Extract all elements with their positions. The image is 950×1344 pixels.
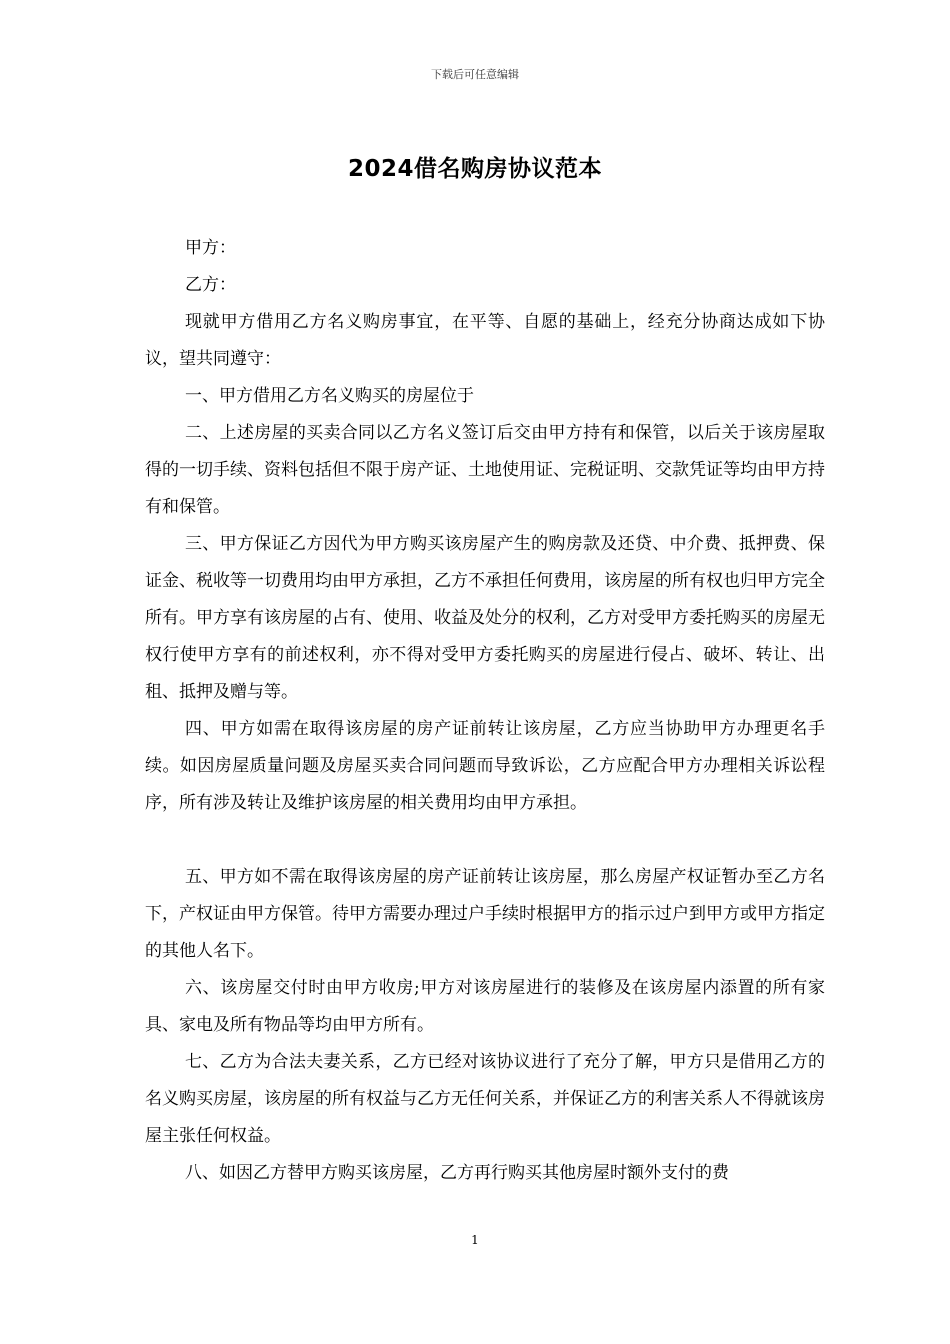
- document-body: [145, 230, 825, 1192]
- clause-3-paragraph: 三、甲方保证乙方因代为甲方购买该房屋产生的购房款及还贷、中介费、抵押费、保证金、税收等一切费用均由甲方承担，乙方不承担任何费用，该房屋的所有权也归甲方完全所有。甲方享有该房屋的占有、使用、收益及处分的权利，乙方对受甲方委托购买的房屋无权行使甲方享有的前述权利，亦不得对受甲方委托购买的房屋进行侵占、破坏、转让、出租、抵押及赠与等。: [145, 534, 825, 702]
- clause-7-paragraph: 七、乙方为合法夫妻关系，乙方已经对该协议进行了充分了解，甲方只是借用乙方的名义购买房屋，该房屋的所有权益与乙方无任何关系，并保证乙方的利害关系人不得就该房屋主张任何权益。: [145, 1052, 825, 1146]
- preamble-paragraph: 现就甲方借用乙方名义购房事宜，在平等、自愿的基础上，经充分协商达成如下协议，望共同遵守：: [145, 312, 825, 369]
- page-number: 1: [471, 1233, 479, 1247]
- clause-5-paragraph: 五、甲方如不需在取得该房屋的房产证前转让该房屋，那么房屋产权证暂办至乙方名下，产权证由甲方保管。待甲方需要办理过户手续时根据甲方的指示过户到甲方或甲方指定的其他人名下。: [145, 867, 825, 961]
- party-b-line: 乙方：: [185, 275, 236, 295]
- clause-2-paragraph: 二、上述房屋的买卖合同以乙方名义签订后交由甲方持有和保管，以后关于该房屋取得的一切手续、资料包括但不限于房产证、土地使用证、完税证明、交款凭证等均由甲方持有和保管。: [145, 423, 825, 517]
- clause-8-paragraph: 八、如因乙方替甲方购买该房屋，乙方再行购买其他房屋时额外支付的费: [185, 1163, 729, 1183]
- clause-4-paragraph: 四、甲方如需在取得该房屋的房产证前转让该房屋，乙方应当协助甲方办理更名手续。如因房屋质量问题及房屋买卖合同问题而导致诉讼，乙方应配合甲方办理相关诉讼程序，所有涉及转让及维护该房屋的相关费用均由甲方承担。: [145, 719, 825, 813]
- document-title: 2024借名购房协议范本: [347, 156, 602, 182]
- clause-6-paragraph: 六、该房屋交付时由甲方收房;甲方对该房屋进行的装修及在该房屋内添置的所有家具、家电及所有物品等均由甲方所有。: [145, 978, 825, 1035]
- party-a-line: 甲方：: [185, 238, 236, 258]
- clause-1-paragraph: 一、甲方借用乙方名义购买的房屋位于: [185, 386, 474, 406]
- header-note: 下载后可任意编辑: [431, 68, 519, 81]
